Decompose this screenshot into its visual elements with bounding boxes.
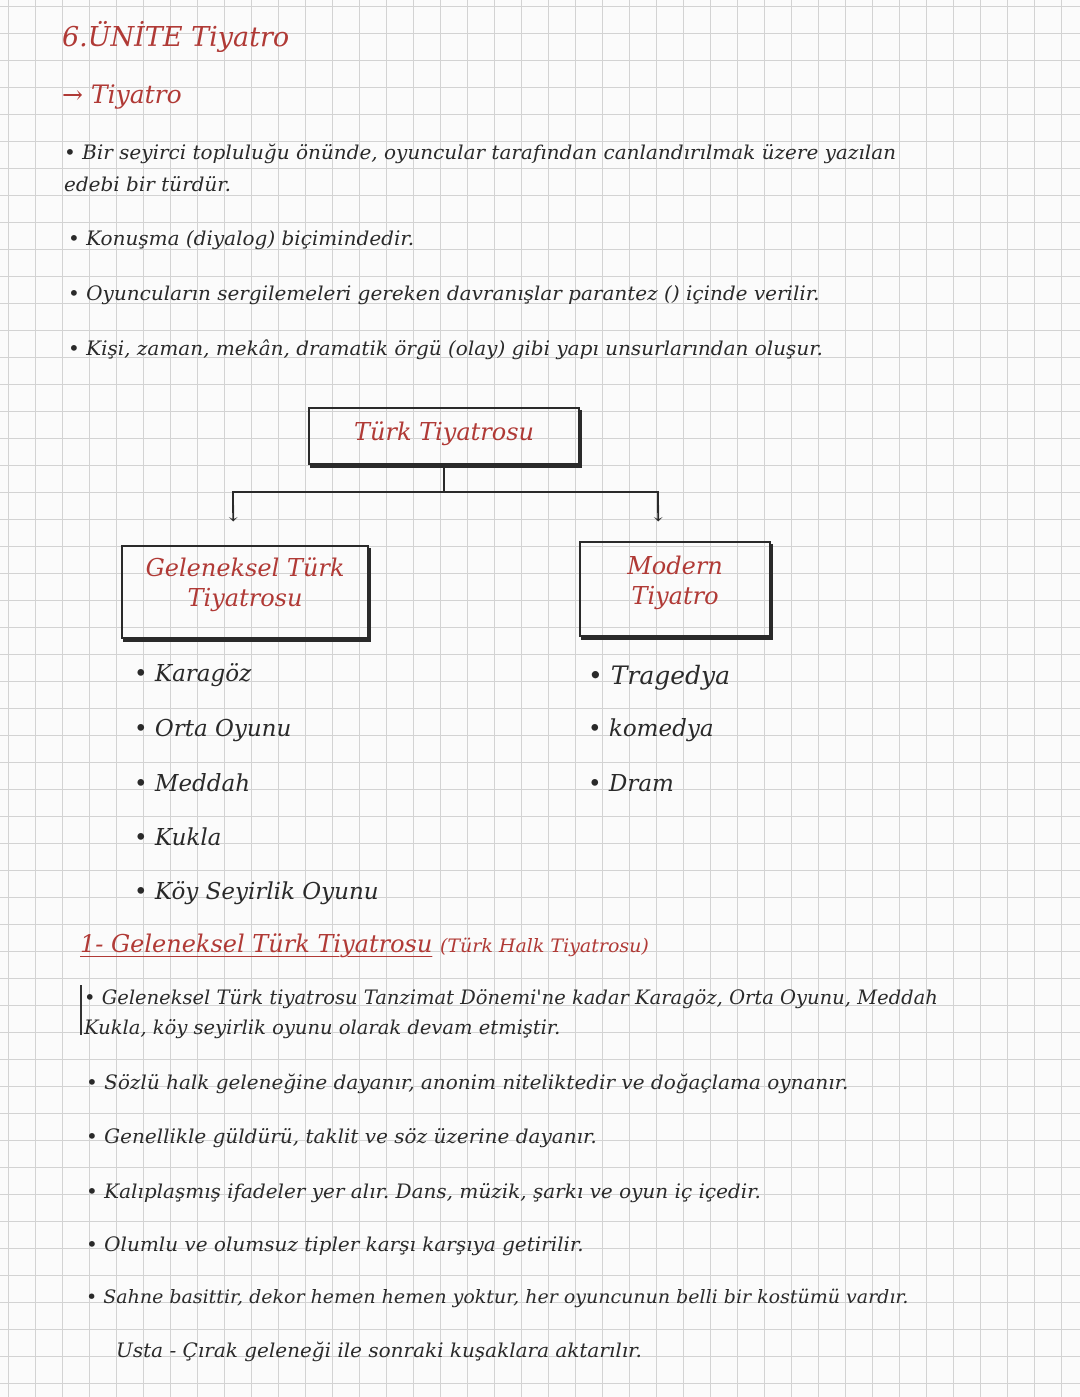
section-heading-note: (Türk Halk Tiyatrosu) — [439, 935, 649, 957]
diagram-connector-bar — [232, 491, 658, 493]
diagram-left-label-2: Tiyatrosu — [187, 584, 303, 612]
section-point: • Kalıplaşmış ifadeler yer alır. Dans, müzik, şarkı ve oyun iç içedir. — [86, 1179, 761, 1203]
diagram-right-label-1: Modern — [627, 552, 723, 580]
section-point: • Olumlu ve olumsuz tipler karşı karşıya getirilir. — [86, 1232, 584, 1256]
arrow-down-left-icon: ↓ — [224, 502, 243, 527]
left-list-item: • Kukla — [134, 825, 221, 851]
definition-line-2: edebi bir türdür. — [64, 172, 232, 196]
left-list-item: • Meddah — [134, 771, 250, 797]
arrow-down-right-icon: ↓ — [649, 502, 668, 527]
diagram-left-box — [121, 545, 369, 639]
section-last-line: Usta - Çırak geleneği ile sonraki kuşaklara aktarılır. — [116, 1338, 642, 1362]
section-paragraph-line-2: Kukla, köy seyirlik oyunu olarak devam etmiştir. — [84, 1016, 561, 1039]
section-point: • Genellikle güldürü, taklit ve söz üzerine dayanır. — [86, 1124, 597, 1148]
diagram-right-box — [579, 541, 771, 637]
section-heading — [80, 930, 649, 958]
diagram-root-label: Türk Tiyatrosu — [354, 418, 534, 446]
diagram-right-label-2: Tiyatro — [631, 582, 719, 610]
subtitle: → Tiyatro — [62, 80, 182, 109]
margin-bar — [80, 985, 82, 1035]
left-list-item: • Köy Seyirlik Oyunu — [134, 879, 379, 905]
intro-bullet-1: • Konuşma (diyalog) biçimindedir. — [68, 226, 414, 250]
right-list-item: • Tragedya — [588, 661, 730, 690]
diagram-connector-stem — [443, 463, 445, 493]
section-point: • Sözlü halk geleneğine dayanır, anonim niteliktedir ve doğaçlama oynanır. — [86, 1070, 848, 1094]
section-point: • Sahne basittir, dekor hemen hemen yoktur, her oyuncunun belli bir kostümü vardır. — [86, 1286, 908, 1308]
definition-line-1: • Bir seyirci topluluğu önünde, oyuncular tarafından canlandırılmak üzere yazılan — [64, 140, 896, 164]
page-title: 6.ÜNİTE Tiyatro — [62, 22, 290, 53]
intro-bullet-3: • Kişi, zaman, mekân, dramatik örgü (olay) gibi yapı unsurlarından oluşur. — [68, 336, 823, 360]
diagram-left-label-1: Geleneksel Türk — [145, 554, 345, 582]
left-list-item: • Karagöz — [134, 661, 251, 687]
section-heading-text: 1- Geleneksel Türk Tiyatrosu — [80, 930, 433, 958]
section-paragraph-line-1: • Geleneksel Türk tiyatrosu Tanzimat Dönemi'ne kadar Karagöz, Orta Oyunu, Meddah — [84, 986, 938, 1009]
diagram-root-box — [308, 407, 580, 465]
left-list-item: • Orta Oyunu — [134, 716, 291, 742]
right-list-item: • komedya — [588, 716, 714, 742]
intro-bullet-2: • Oyuncuların sergilemeleri gereken davranışlar parantez () içinde verilir. — [68, 281, 819, 305]
right-list-item: • Dram — [588, 771, 674, 797]
